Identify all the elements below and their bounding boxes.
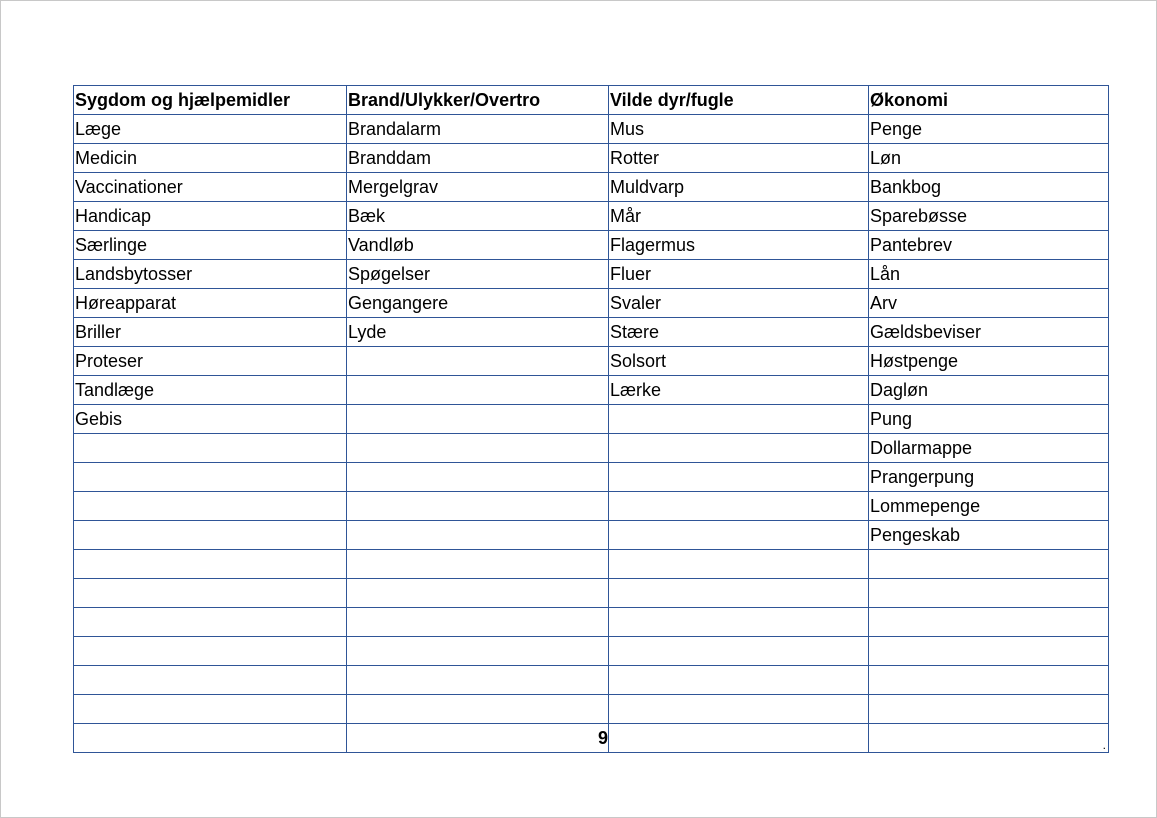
table-cell: Pantebrev — [869, 231, 1109, 260]
trailing-mark: . — [1102, 738, 1106, 752]
table-cell — [609, 695, 869, 724]
table-row — [74, 260, 1109, 289]
table-cell — [609, 666, 869, 695]
table-cell: Lommepenge — [869, 492, 1109, 521]
table-row — [74, 492, 1109, 521]
table-cell — [74, 695, 347, 724]
table-cell — [74, 608, 347, 637]
table-row — [74, 405, 1109, 434]
table-cell — [609, 492, 869, 521]
table-row — [74, 550, 1109, 579]
table-cell: Mus — [609, 115, 869, 144]
footer-cell — [869, 724, 1109, 753]
header-cell: Vilde dyr/fugle — [609, 86, 869, 115]
table-cell: Brandalarm — [347, 115, 609, 144]
table-cell: Proteser — [74, 347, 347, 376]
table-cell — [347, 579, 609, 608]
table-cell — [74, 579, 347, 608]
table-cell: Prangerpung — [869, 463, 1109, 492]
table-cell — [869, 608, 1109, 637]
table-row — [74, 144, 1109, 173]
header-row — [74, 86, 1109, 115]
table-cell: Medicin — [74, 144, 347, 173]
category-table — [73, 85, 1109, 753]
table-cell: Pung — [869, 405, 1109, 434]
table-cell: Gengangere — [347, 289, 609, 318]
table-cell: Dollarmappe — [869, 434, 1109, 463]
table-cell: Flagermus — [609, 231, 869, 260]
table-row — [74, 173, 1109, 202]
table-cell: Læge — [74, 115, 347, 144]
footer-cell — [609, 724, 869, 753]
table-cell: Gældsbeviser — [869, 318, 1109, 347]
table-cell — [869, 637, 1109, 666]
table-cell — [347, 405, 609, 434]
table-cell — [74, 521, 347, 550]
table-row — [74, 318, 1109, 347]
table-cell — [869, 579, 1109, 608]
table-row — [74, 347, 1109, 376]
table-cell: Høstpenge — [869, 347, 1109, 376]
table-cell — [347, 550, 609, 579]
table-cell — [347, 434, 609, 463]
table-cell: Bæk — [347, 202, 609, 231]
footer-row — [74, 724, 1109, 753]
table-footer — [74, 724, 1109, 753]
table-cell — [609, 434, 869, 463]
table-cell — [869, 666, 1109, 695]
table-cell: Branddam — [347, 144, 609, 173]
table-row — [74, 695, 1109, 724]
table-cell: Lærke — [609, 376, 869, 405]
table-cell — [609, 405, 869, 434]
table-cell — [609, 521, 869, 550]
table-cell: Handicap — [74, 202, 347, 231]
table-row — [74, 608, 1109, 637]
table-cell: Mergelgrav — [347, 173, 609, 202]
table-cell — [347, 521, 609, 550]
table-row — [74, 637, 1109, 666]
table-cell: Pengeskab — [869, 521, 1109, 550]
table-cell: Lyde — [347, 318, 609, 347]
table-cell — [609, 550, 869, 579]
table-cell: Vandløb — [347, 231, 609, 260]
table-cell — [609, 637, 869, 666]
table-cell: Fluer — [609, 260, 869, 289]
table-cell — [347, 463, 609, 492]
table-cell: Høreapparat — [74, 289, 347, 318]
table-cell — [347, 637, 609, 666]
table-cell — [74, 637, 347, 666]
table-cell — [74, 550, 347, 579]
table-cell — [74, 434, 347, 463]
table-cell: Sparebøsse — [869, 202, 1109, 231]
table-cell — [609, 608, 869, 637]
table-cell — [347, 695, 609, 724]
table-cell: Dagløn — [869, 376, 1109, 405]
footer-cell — [74, 724, 347, 753]
table-cell — [609, 463, 869, 492]
table-cell — [347, 376, 609, 405]
table-cell: Rotter — [609, 144, 869, 173]
table-cell: Løn — [869, 144, 1109, 173]
table-cell: Vaccinationer — [74, 173, 347, 202]
table-cell — [74, 463, 347, 492]
table-body — [74, 86, 1109, 724]
table-row — [74, 376, 1109, 405]
table-cell: Gebis — [74, 405, 347, 434]
table-row — [74, 289, 1109, 318]
table-cell — [347, 492, 609, 521]
table-cell — [347, 608, 609, 637]
table-row — [74, 231, 1109, 260]
table-cell: Mår — [609, 202, 869, 231]
table-cell: Lån — [869, 260, 1109, 289]
page-number: 9 — [347, 724, 609, 753]
table-cell: Spøgelser — [347, 260, 609, 289]
table-cell — [347, 347, 609, 376]
table-cell: Svaler — [609, 289, 869, 318]
table-cell: Arv — [869, 289, 1109, 318]
table-cell: Penge — [869, 115, 1109, 144]
table-cell: Stære — [609, 318, 869, 347]
table-cell — [869, 550, 1109, 579]
table-cell — [609, 579, 869, 608]
table-row — [74, 579, 1109, 608]
table-cell: Bankbog — [869, 173, 1109, 202]
table-cell: Landsbytosser — [74, 260, 347, 289]
table-row — [74, 463, 1109, 492]
table-row — [74, 521, 1109, 550]
table-cell — [74, 492, 347, 521]
table-cell: Tandlæge — [74, 376, 347, 405]
table-row — [74, 202, 1109, 231]
table-cell: Særlinge — [74, 231, 347, 260]
table-row — [74, 115, 1109, 144]
header-cell: Økonomi — [869, 86, 1109, 115]
table-cell: Solsort — [609, 347, 869, 376]
table-row — [74, 434, 1109, 463]
table-cell — [74, 666, 347, 695]
header-cell: Brand/Ulykker/Overtro — [347, 86, 609, 115]
header-cell: Sygdom og hjælpemidler — [74, 86, 347, 115]
table-row — [74, 666, 1109, 695]
table-cell — [347, 666, 609, 695]
table-cell — [869, 695, 1109, 724]
table-cell: Muldvarp — [609, 173, 869, 202]
table-cell: Briller — [74, 318, 347, 347]
